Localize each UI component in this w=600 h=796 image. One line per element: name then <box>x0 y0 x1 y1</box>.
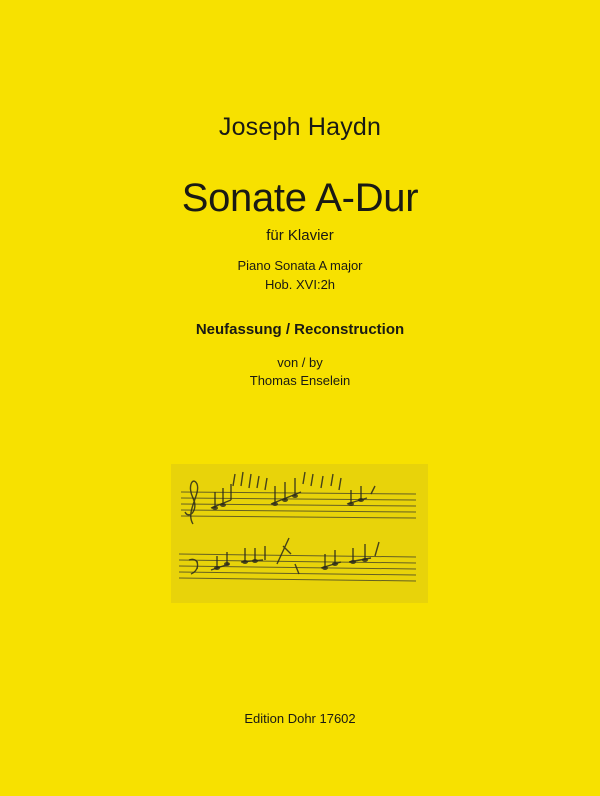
by-label: von / by <box>277 355 323 370</box>
manuscript-music-sketch <box>171 464 428 603</box>
composer-name: Joseph Haydn <box>218 113 382 141</box>
english-title: Piano Sonata A major <box>237 258 363 273</box>
work-title: Sonate A-Dur <box>181 176 419 220</box>
edition-version: Neufassung / Reconstruction <box>195 321 405 338</box>
editor-name: Thomas Enselein <box>249 373 351 388</box>
instrument-subtitle: für Klavier <box>266 227 334 244</box>
manuscript-facsimile-image <box>171 464 428 603</box>
catalog-number: Hob. XVI:2h <box>264 277 336 292</box>
publisher-edition: Edition Dohr 17602 <box>244 711 356 726</box>
